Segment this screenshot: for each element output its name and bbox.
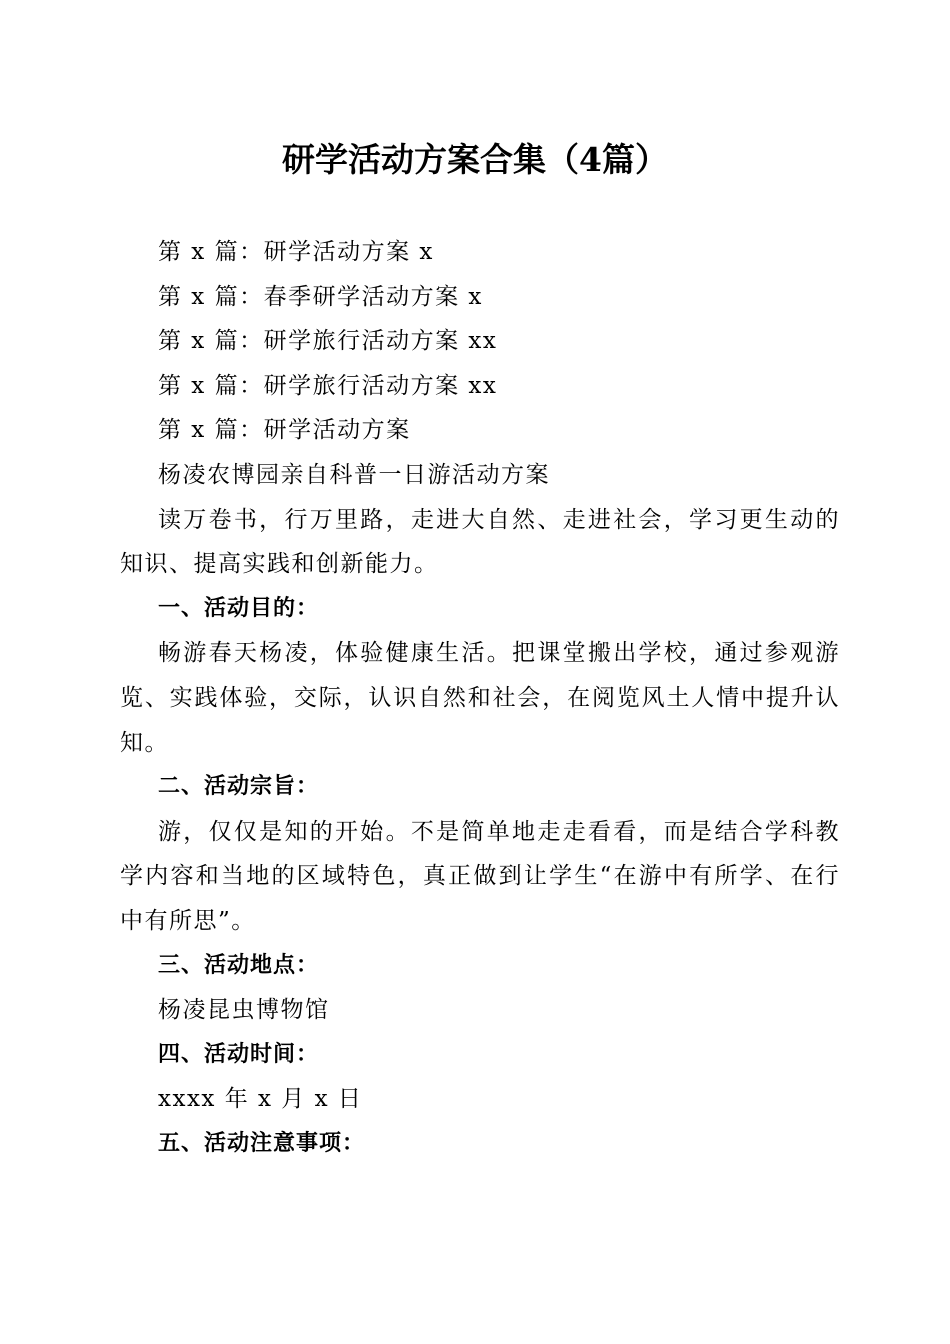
toc-item-5: 第 x 篇：研学活动方案: [158, 417, 411, 444]
time-heading: 四、活动时间：: [158, 1041, 320, 1067]
document-title: 研学活动方案合集（4篇）: [282, 140, 668, 179]
location-heading: 三、活动地点：: [158, 952, 320, 978]
aim-heading: 二、活动宗旨：: [158, 774, 320, 800]
notes-heading: 五、活动注意事项：: [158, 1130, 366, 1156]
toc-item-2: 第 x 篇：春季研学活动方案 x: [158, 283, 483, 310]
plan-subtitle: 杨凌农博园亲自科普一日游活动方案: [158, 461, 550, 488]
purpose-heading: 一、活动目的：: [158, 595, 320, 621]
aim-paragraph: 游，仅仅是知的开始。不是简单地走走看看，而是结合学科教学内容和当地的区域特色，真正做到让学生“在游中有所学、在行中有所思”。: [120, 818, 840, 934]
time-paragraph: xxxx 年 x 月 x 日: [158, 1086, 363, 1113]
purpose-paragraph: 畅游春天杨凌，体验健康生活。把课堂搬出学校，通过参观游览、实践体验，交际，认识自然和社会，在阅览风土人情中提升认知。: [120, 640, 840, 756]
toc-item-4: 第 x 篇：研学旅行活动方案 xx: [158, 372, 498, 399]
intro-paragraph: 读万卷书，行万里路，走进大自然、走进社会，学习更生动的知识、提高实践和创新能力。: [120, 506, 840, 578]
location-paragraph: 杨凌昆虫博物馆: [158, 997, 330, 1024]
toc-item-3: 第 x 篇：研学旅行活动方案 xx: [158, 328, 498, 355]
toc-item-1: 第 x 篇：研学活动方案 x: [158, 239, 434, 265]
document-body: [120, 230, 840, 1166]
